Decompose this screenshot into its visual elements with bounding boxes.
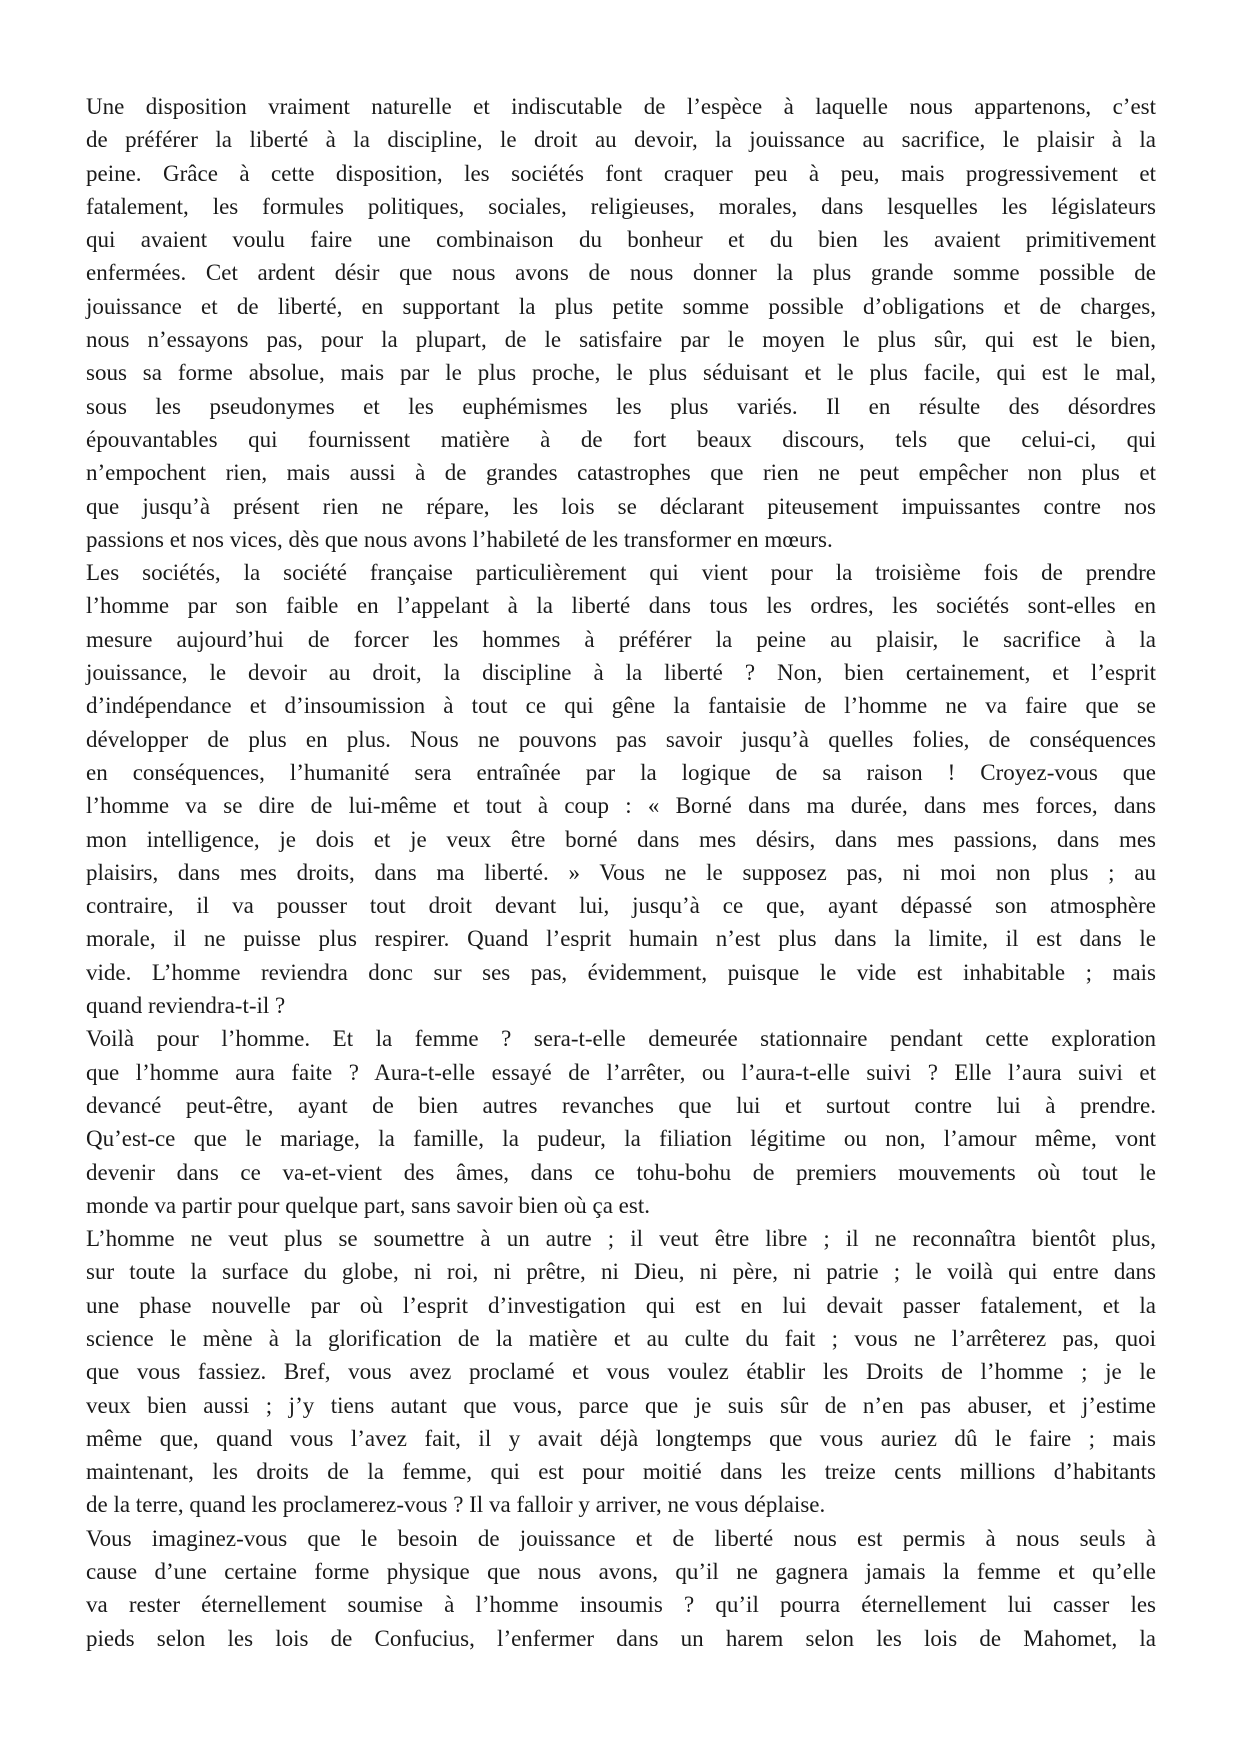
text-line: peine. Grâce à cette disposition, les sociétés font craquer peu à peu, mais progressivement et [86,160,1156,186]
text-line: nous n’essayons pas, pour la plupart, de le satisfaire par le moyen le plus sûr, qui est le bien, [86,327,1156,353]
text-line: mon intelligence, je dois et je veux être borné dans mes désirs, dans mes passions, dans mes [86,826,1156,852]
paragraph [86,1522,1156,1655]
text-line: cause d’une certaine forme physique que nous avons, qu’il ne gagnera jamais la femme et qu’elle [86,1559,1156,1585]
document-page [86,90,1156,1655]
text-line: d’indépendance et d’insoumission à tout ce qui gêne la fantaisie de l’homme ne va faire que se [86,693,1156,719]
text-line: Les sociétés, la société française particulièrement qui vient pour la troisième fois de prendre [86,560,1156,586]
text-line: morale, il ne puisse plus respirer. Quand l’esprit humain n’est plus dans la limite, il est dans le [86,926,1156,952]
text-line: développer de plus en plus. Nous ne pouvons pas savoir jusqu’à quelles folies, de conséquences [86,726,1156,752]
text-line: l’homme va se dire de lui-même et tout à coup : « Borné dans ma durée, dans mes forces, dans [86,793,1156,819]
text-line: enfermées. Cet ardent désir que nous avons de nous donner la plus grande somme possible de [86,260,1156,286]
text-line: monde va partir pour quelque part, sans savoir bien où ça est. [86,1192,650,1218]
text-line: une phase nouvelle par où l’esprit d’investigation qui est en lui devait passer fatalement, et la [86,1292,1156,1318]
text-line: que l’homme aura faite ? Aura-t-elle essayé de l’arrêter, ou l’aura-t-elle suivi ? Elle l’aura suivi et [86,1059,1156,1085]
text-line: maintenant, les droits de la femme, qui est pour moitié dans les treize cents millions d’habitants [86,1459,1156,1485]
text-line: veux bien aussi ; j’y tiens autant que vous, parce que je suis sûr de n’en pas abuser, et j’estime [86,1392,1156,1418]
text-line: Une disposition vraiment naturelle et indiscutable de l’espèce à laquelle nous appartenons, c’est [86,94,1156,119]
text-line: Vous imaginez-vous que le besoin de jouissance et de liberté nous est permis à nous seuls à [86,1525,1156,1551]
text-line: sous les pseudonymes et les euphémismes les plus variés. Il en résulte des désordres [86,393,1156,419]
text-line: de la terre, quand les proclamerez-vous ? Il va falloir y arriver, ne vous déplaise. [86,1492,826,1518]
text-line: Voilà pour l’homme. Et la femme ? sera-t-elle demeurée stationnaire pendant cette exploration [86,1026,1156,1052]
paragraph [86,1022,1156,1222]
text-line: vide. L’homme reviendra donc sur ses pas, évidemment, puisque le vide est inhabitable ; mais [86,959,1156,985]
text-line: que jusqu’à présent rien ne répare, les lois se déclarant piteusement impuissantes contre nos [86,493,1156,519]
text-line: Qu’est-ce que le mariage, la famille, la pudeur, la filiation légitime ou non, l’amour même, vont [86,1126,1156,1152]
text-line: devenir dans ce va-et-vient des âmes, dans ce tohu-bohu de premiers mouvements où tout le [86,1159,1156,1185]
text-line: passions et nos vices, dès que nous avons l’habileté de les transformer en mœurs. [86,526,833,552]
text-line: va rester éternellement soumise à l’homme insoumis ? qu’il pourra éternellement lui casser les [86,1592,1156,1618]
text-line: fatalement, les formules politiques, sociales, religieuses, morales, dans lesquelles les législateurs [86,193,1156,219]
text-line: qui avaient voulu faire une combinaison du bonheur et du bien les avaient primitivement [86,227,1156,253]
paragraph [86,556,1156,1022]
text-line: jouissance et de liberté, en supportant la plus petite somme possible d’obligations et de charges, [86,293,1156,319]
text-line: pieds selon les lois de Confucius, l’enfermer dans un harem selon les lois de Mahomet, la [86,1625,1156,1651]
text-line: épouvantables qui fournissent matière à de fort beaux discours, tels que celui-ci, qui [86,426,1156,452]
text-line: mesure aujourd’hui de forcer les hommes à préférer la peine au plaisir, le sacrifice à la [86,626,1156,652]
paragraph [86,1222,1156,1522]
text-line: science le mène à la glorification de la matière et au culte du fait ; vous ne l’arrêterez pas, quoi [86,1325,1156,1351]
paragraph [86,90,1156,556]
text-line: l’homme par son faible en l’appelant à la liberté dans tous les ordres, les sociétés sont-elles en [86,593,1156,619]
text-line: jouissance, le devoir au droit, la discipline à la liberté ? Non, bien certainement, et l’esprit [86,660,1156,686]
text-line: quand reviendra-t-il ? [86,993,286,1019]
text-line: de préférer la liberté à la discipline, le droit au devoir, la jouissance au sacrifice, le plaisir à la [86,127,1156,153]
text-line: que vous fassiez. Bref, vous avez proclamé et vous voulez établir les Droits de l’homme ; je le [86,1359,1156,1385]
text-line: sur toute la surface du globe, ni roi, ni prêtre, ni Dieu, ni père, ni patrie ; le voilà qui entre dans [86,1259,1156,1285]
text-line: L’homme ne veut plus se soumettre à un autre ; il veut être libre ; il ne reconnaîtra bientôt plus, [86,1226,1156,1252]
text-line: contraire, il va pousser tout droit devant lui, jusqu’à ce que, ayant dépassé son atmosphère [86,893,1156,919]
text-line: devancé peut-être, ayant de bien autres revanches que lui et surtout contre lui à prendre. [86,1092,1156,1118]
text-line: même que, quand vous l’avez fait, il y avait déjà longtemps que vous auriez dû le faire ; mais [86,1425,1156,1451]
text-line: plaisirs, dans mes droits, dans ma liberté. » Vous ne le supposez pas, ni moi non plus ; au [86,859,1156,885]
text-line: n’empochent rien, mais aussi à de grandes catastrophes que rien ne peut empêcher non plus et [86,460,1156,486]
text-line: sous sa forme absolue, mais par le plus proche, le plus séduisant et le plus facile, qui est le mal, [86,360,1156,386]
text-line: en conséquences, l’humanité sera entraînée par la logique de sa raison ! Croyez-vous que [86,759,1156,785]
